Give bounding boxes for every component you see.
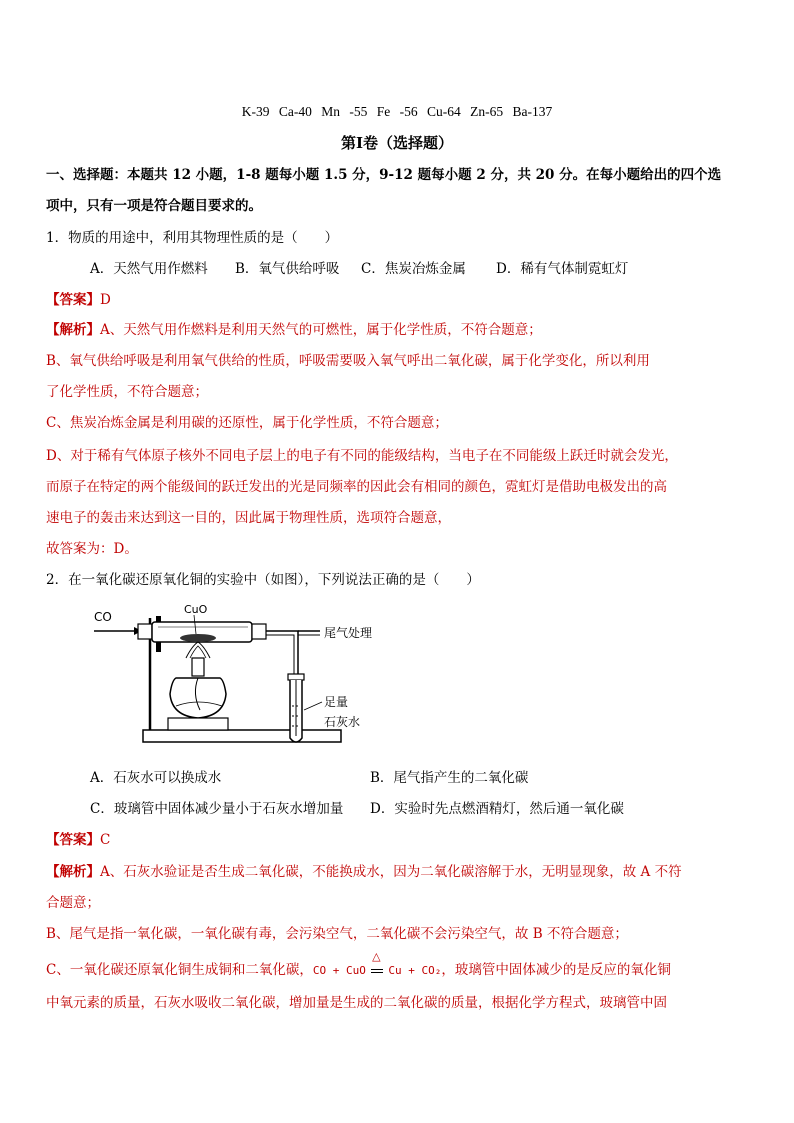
alcohol-lamp — [170, 678, 226, 718]
q2-option-c: C．玻璃管中固体减少量小于石灰水增加量 — [90, 801, 344, 817]
instructions-line-1: 一、选择题：本题共 12 小题，1-8 题每小题 1.5 分，9-12 题每小题 2 分，共 20 分。在每小题给出的四个选 — [46, 167, 722, 183]
heat-symbol: △ — [372, 950, 381, 963]
outlet-tube — [266, 631, 298, 674]
q1-analysis-line-2: B、氧气供给呼吸是利用氧气供给的性质，呼吸需要吸入氧气呼出二氧化碳，属于化学变化，所以利用 — [46, 353, 650, 369]
q1-option-c: C．焦炭冶炼金属 — [361, 261, 466, 277]
stand-base — [143, 730, 341, 742]
q2-analysis-tag: 【解析】 — [46, 864, 100, 880]
q2-stem: 2．在一氧化碳还原氧化铜的实验中（如图），下列说法正确的是（ ） — [46, 572, 480, 588]
q2-analysis-c-suffix: ，玻璃管中固体减少的是反应的氧化铜 — [441, 962, 671, 978]
q2-analysis-line-4 — [46, 950, 671, 981]
equals-sign — [371, 969, 383, 973]
q1-answer-value: D — [100, 292, 111, 308]
limewater-label-2: 石灰水 — [324, 715, 361, 729]
exhaust-label: 尾气处理 — [324, 626, 373, 640]
q1-options — [90, 259, 628, 279]
q1-option-b: B．氧气供给呼吸 — [235, 261, 340, 277]
equation-right: Cu + CO₂ — [388, 964, 442, 977]
q1-option-a: A．天然气用作燃料 — [90, 261, 208, 277]
right-stopper — [252, 624, 266, 639]
q2-answer-value: C — [100, 832, 111, 848]
q1-analysis-line-5: D、对于稀有气体原子核外不同电子层上的电子有不同的能级结构，当电子在不同能级上跃迁时就会发光， — [46, 448, 678, 464]
cuo-label: CuO — [184, 603, 208, 616]
lamp-stand — [168, 718, 228, 730]
q1-analysis-tag: 【解析】 — [46, 322, 100, 338]
q2-answer-tag: 【答案】 — [46, 832, 100, 848]
q2-option-a: A．石灰水可以换成水 — [90, 770, 222, 786]
test-tube-stopper — [288, 674, 304, 680]
q1-option-d: D．稀有气体制霓虹灯 — [496, 261, 629, 277]
co-reduction-apparatus-figure — [88, 598, 418, 758]
equation-condition — [370, 950, 384, 981]
q1-analysis-line-8: 故答案为：D。 — [46, 541, 138, 557]
flame — [186, 642, 210, 658]
q2-answer — [46, 830, 110, 850]
q1-analysis-line-7: 速电子的轰击来达到这一目的，因此属于物理性质，选项符合题意， — [46, 510, 451, 526]
q2-analysis-text: A、石灰水验证是否生成二氧化碳，不能换成水，因为二氧化碳溶解于水，无明显现象，故 A 不符 — [100, 864, 682, 880]
relative-atomic-masses: K-39 Ca-40 Mn -55 Fe -56 Cu-64 Zn-65 Ba-137 — [241, 104, 553, 119]
q1-answer — [46, 290, 111, 310]
section-title: 第Ⅰ卷（选择题） — [340, 134, 454, 152]
q2-analysis-c-prefix: C、一氧化碳还原氧化铜生成铜和二氧化碳， — [46, 962, 313, 978]
lamp-wick-holder — [192, 658, 204, 676]
q2-analysis-line-2: 合题意； — [46, 895, 100, 911]
q1-analysis-line-4: C、焦炭冶炼金属是利用碳的还原性，属于化学性质，不符合题意； — [46, 415, 448, 431]
q1-analysis-line-6: 而原子在特定的两个能级间的跃迁发出的光是同频率的因此会有相同的颜色，霓虹灯是借助电极发出的高 — [46, 479, 667, 495]
q2-analysis-line-5: 中氧元素的质量，石灰水吸收二氧化碳，增加量是生成的二氧化碳的质量，根据化学方程式，玻璃管中固 — [46, 995, 667, 1011]
q1-analysis-line-1 — [46, 320, 542, 340]
q1-answer-tag: 【答案】 — [46, 292, 100, 308]
left-stopper — [138, 624, 152, 639]
q2-analysis-line-1 — [46, 862, 682, 882]
co-label: CO — [94, 610, 112, 624]
instructions-line-2: 项中，只有一项是符合题目要求的。 — [46, 198, 262, 214]
q2-option-d: D．实验时先点燃酒精灯，然后通一氧化碳 — [370, 801, 624, 817]
limewater-label-1: 足量 — [324, 695, 349, 709]
q1-stem: 1．物质的用途中，利用其物理性质的是（ ） — [46, 230, 339, 246]
q1-analysis-line-3: 了化学性质，不符合题意； — [46, 384, 208, 400]
cuo-powder — [180, 634, 216, 642]
q2-analysis-line-3: B、尾气是指一氧化碳，一氧化碳有毒，会污染空气，二氧化碳不会污染空气，故 B 不符合题意； — [46, 926, 628, 942]
equation-left: CO + CuO — [312, 964, 366, 977]
q2-option-b: B．尾气指产生的二氧化碳 — [370, 770, 529, 786]
q1-analysis-text: A、天然气用作燃料是利用天然气的可燃性，属于化学性质，不符合题意； — [100, 322, 542, 338]
